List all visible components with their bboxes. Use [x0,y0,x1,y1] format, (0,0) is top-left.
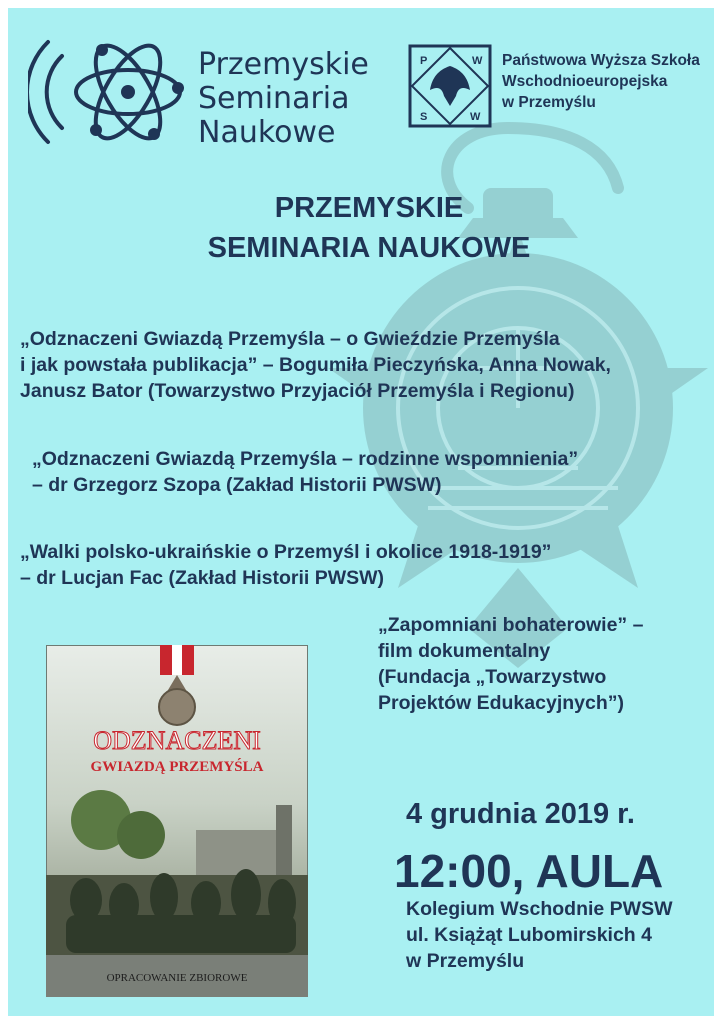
talk-line: Janusz Bator (Towarzystwo Przyjaciół Przemyśla i Regionu) [20,380,575,402]
venue-line: Kolegium Wschodnie PWSW [406,898,673,920]
crest-letter: P [420,55,428,67]
title-line-1: PRZEMYSKIE [274,192,464,224]
poster [8,8,714,1016]
series-logo [28,22,369,162]
talk-item [20,539,551,591]
crest-letter: S [420,111,428,123]
talk-line: „Zapomniani bohaterowie” – [378,614,644,636]
event-time-place: 12:00, AULA [394,845,664,897]
crest-letter: W [472,55,483,67]
talk-line: „Odznaczeni Gwiazdą Przemyśla – rodzinne wspomnienia” [32,448,579,470]
book-title: ODZNACZENI [93,726,261,755]
university-logo [408,44,708,124]
series-logo-text [198,48,369,150]
talk-item [32,446,578,498]
series-logo-line: Przemyskie [198,47,369,82]
event-date: 4 grudnia 2019 r. [406,798,635,830]
talk-line: (Fundacja „Towarzystwo [378,666,607,688]
book-footer: OPRACOWANIE ZBIOROWE [106,972,248,984]
talk-line: film dokumentalny [378,640,551,662]
series-logo-line: Naukowe [198,115,336,150]
venue-line: ul. Książąt Lubomirskich 4 [406,924,652,946]
event-venue [406,896,673,974]
talk-line: i jak powstała publikacja” – Bogumiła Pieczyńska, Anna Nowak, [20,354,611,376]
book-subtitle: GWIAZDĄ PRZEMYŚLA [90,759,264,775]
talk-line: – dr Lucjan Fac (Zakład Historii PWSW) [20,567,385,589]
atom-icon [28,22,188,162]
university-name [502,50,700,113]
talk-item [378,612,643,716]
title-line-2: SEMINARIA NAUKOWE [207,232,531,264]
crest-letter: W [470,111,481,123]
university-line: Państwowa Wyższa Szkoła [502,52,700,69]
eagle-crest-icon [408,44,492,128]
talk-line: „Walki polsko-ukraińskie o Przemyśl i okolice 1918-1919” [20,541,552,563]
talk-line: Projektów Edukacyjnych”) [378,692,624,714]
university-line: w Przemyślu [502,94,596,111]
venue-line: w Przemyślu [406,950,525,972]
poster-title [8,191,714,265]
talk-item [20,326,611,404]
talk-line: – dr Grzegorz Szopa (Zakład Historii PWSW) [32,474,442,496]
university-line: Wschodnioeuropejska [502,73,668,90]
series-logo-line: Seminaria [198,81,350,116]
book-cover [46,645,308,997]
talk-line: „Odznaczeni Gwiazdą Przemyśla – o Gwieździe Przemyśla [20,328,560,350]
